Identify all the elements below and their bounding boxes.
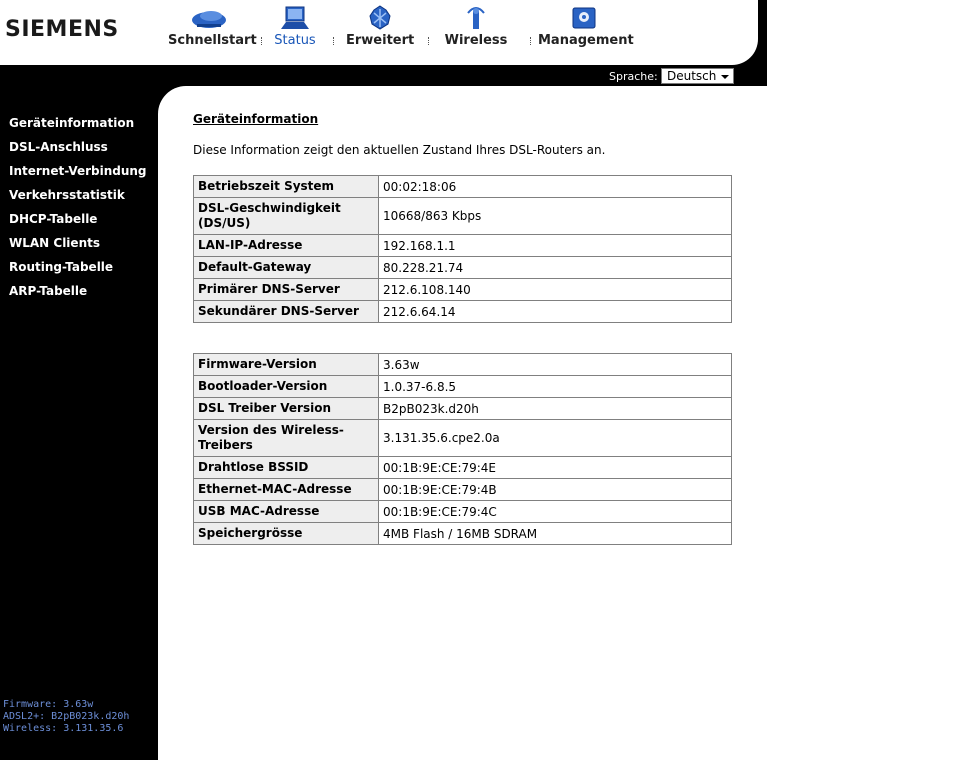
row-value: 80.228.21.74: [379, 257, 732, 279]
table-row: [194, 457, 732, 479]
table-row: [194, 257, 732, 279]
siemens-logo: SIEMENS: [5, 17, 119, 42]
row-value: 212.6.108.140: [379, 279, 732, 301]
nav-status[interactable]: Status: [268, 0, 322, 60]
row-value: 00:1B:9E:CE:79:4B: [379, 479, 732, 501]
status-table: [193, 175, 732, 323]
nav-separator: [261, 37, 263, 45]
row-value: B2pB023k.d20h: [379, 398, 732, 420]
corner-curve: [158, 86, 188, 116]
nav-separator: [428, 37, 430, 45]
sidebar-item-routing-tabelle[interactable]: Routing-Tabelle: [9, 260, 114, 274]
management-icon: [564, 5, 604, 31]
row-key: DSL Treiber Version: [194, 398, 379, 420]
language-select[interactable]: [661, 68, 734, 84]
row-value: 1.0.37-6.8.5: [379, 376, 732, 398]
table-row: [194, 176, 732, 198]
row-key: Firmware-Version: [194, 354, 379, 376]
nav-separator: [333, 37, 335, 45]
row-value: 3.63w: [379, 354, 732, 376]
row-key: Drahtlose BSSID: [194, 457, 379, 479]
table-row: [194, 235, 732, 257]
nav-separator: [530, 37, 532, 45]
nav-schnellstart[interactable]: Schnellstart: [168, 0, 250, 60]
schnellstart-icon: [189, 5, 229, 31]
sidebar-item-internet-verbindung[interactable]: Internet-Verbindung: [9, 164, 147, 178]
table-row: [194, 279, 732, 301]
status-icon: [275, 5, 315, 31]
nav-management[interactable]: Management: [538, 0, 630, 60]
table-row: [194, 354, 732, 376]
sidebar-item-arp-tabelle[interactable]: ARP-Tabelle: [9, 284, 88, 298]
nav-erweitert[interactable]: Erweitert: [346, 0, 414, 60]
version-table: [193, 353, 732, 545]
row-key: Default-Gateway: [194, 257, 379, 279]
row-key: Bootloader-Version: [194, 376, 379, 398]
sidebar-item-geraeteinformation[interactable]: Geräteinformation: [9, 116, 135, 130]
footer-firmware: Firmware: 3.63w: [3, 699, 94, 710]
row-key: Primärer DNS-Server: [194, 279, 379, 301]
row-key: Sekundärer DNS-Server: [194, 301, 379, 323]
table-row: [194, 501, 732, 523]
version-footer: [3, 699, 129, 735]
table-row: [194, 420, 732, 457]
row-value: 10668/863 Kbps: [379, 198, 732, 235]
sidebar-item-dhcp-tabelle[interactable]: DHCP-Tabelle: [9, 212, 98, 226]
page-title: Geräteinformation: [193, 112, 319, 126]
row-value: 192.168.1.1: [379, 235, 732, 257]
erweitert-icon: [360, 5, 400, 31]
row-key: USB MAC-Adresse: [194, 501, 379, 523]
chevron-down-icon: [721, 75, 729, 79]
row-value: 00:1B:9E:CE:79:4C: [379, 501, 732, 523]
row-key: Version des Wireless-Treibers: [194, 420, 379, 457]
table-row: [194, 523, 732, 545]
table-row: [194, 301, 732, 323]
footer-wireless: Wireless: 3.131.35.6: [3, 723, 124, 734]
table-row: [194, 398, 732, 420]
page-description: Diese Information zeigt den aktuellen Zustand Ihres DSL-Routers an.: [193, 143, 606, 157]
row-value: 4MB Flash / 16MB SDRAM: [379, 523, 732, 545]
nav-wireless[interactable]: Wireless: [444, 0, 508, 60]
row-key: Betriebszeit System: [194, 176, 379, 198]
language-label: Sprache:: [609, 70, 658, 83]
table-row: [194, 479, 732, 501]
footer-adsl: ADSL2+: B2pB023k.d20h: [3, 711, 130, 722]
row-value: 00:02:18:06: [379, 176, 732, 198]
row-key: LAN-IP-Adresse: [194, 235, 379, 257]
language-value: Deutsch: [667, 69, 717, 83]
sidebar: [0, 86, 158, 760]
row-key: DSL-Geschwindigkeit (DS/US): [194, 198, 379, 235]
row-key: Speichergrösse: [194, 523, 379, 545]
row-value: 212.6.64.14: [379, 301, 732, 323]
table-row: [194, 198, 732, 235]
table-row: [194, 376, 732, 398]
row-key: Ethernet-MAC-Adresse: [194, 479, 379, 501]
sidebar-menu: [9, 116, 147, 308]
wireless-icon: [456, 5, 496, 31]
sidebar-item-verkehrsstatistik[interactable]: Verkehrsstatistik: [9, 188, 125, 202]
row-value: 00:1B:9E:CE:79:4E: [379, 457, 732, 479]
row-value: 3.131.35.6.cpe2.0a: [379, 420, 732, 457]
sidebar-item-wlan-clients[interactable]: WLAN Clients: [9, 236, 100, 250]
main-content: [193, 112, 606, 541]
sidebar-item-dsl-anschluss[interactable]: DSL-Anschluss: [9, 140, 108, 154]
